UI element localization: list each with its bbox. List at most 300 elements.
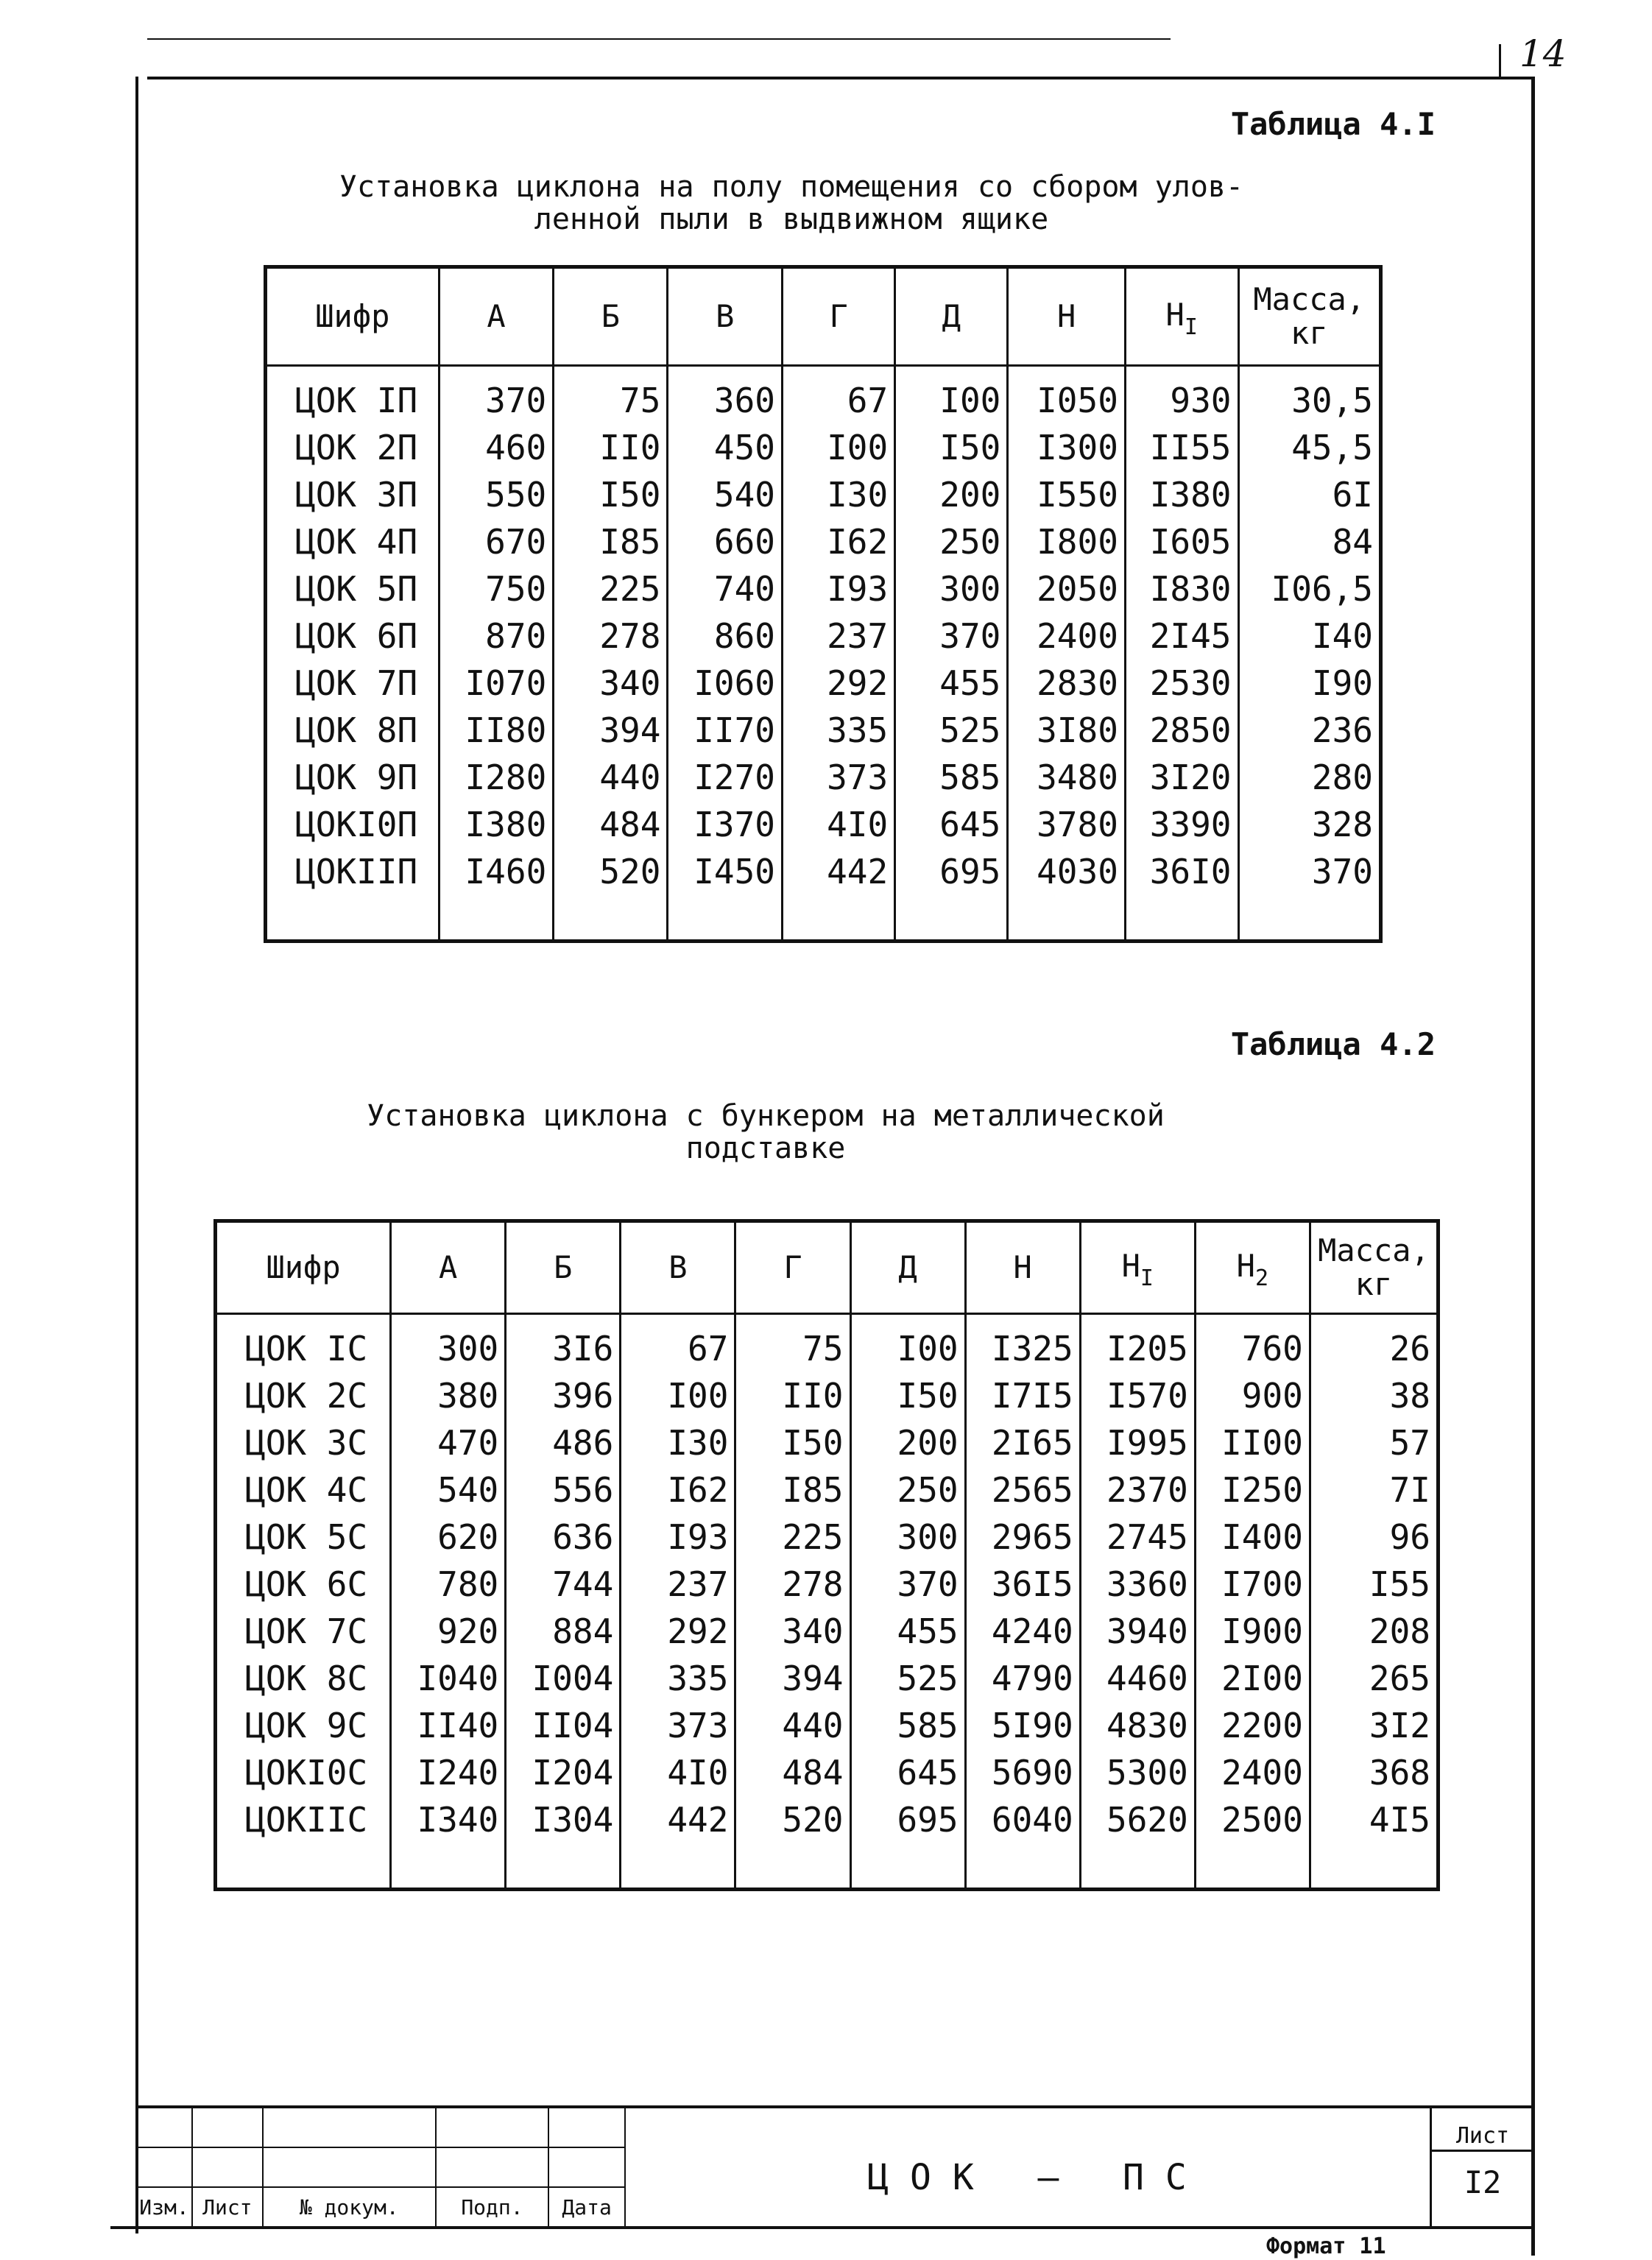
table1-cell-value: I85	[554, 518, 668, 565]
table2-cell-value: 4240	[965, 1608, 1080, 1655]
table1-cell-value: 370	[895, 612, 1008, 660]
table2-header-mass	[1310, 1221, 1438, 1314]
table1-cell-value: 3480	[1008, 754, 1126, 801]
table1-cell-value: I00	[783, 424, 895, 471]
table1-row	[266, 707, 1381, 754]
table2-cell-value: 3I6	[506, 1314, 621, 1373]
table2-spacer-cell	[216, 1843, 391, 1890]
table1-row	[266, 754, 1381, 801]
stamp-cell	[263, 2108, 436, 2147]
table1-title-line2: ленной пыли в выдвижном ящике	[534, 202, 1049, 236]
table2-caption: Таблица 4.2	[1230, 1026, 1436, 1062]
table1-header-mass-unit: кг	[1290, 315, 1328, 351]
table2-spacer-cell	[391, 1843, 506, 1890]
table2-spacer-cell	[965, 1843, 1080, 1890]
table1-cell-value: 750	[439, 565, 554, 612]
table1-cell-value: I30	[783, 471, 895, 518]
table1-cell-value: I40	[1238, 612, 1381, 660]
table1-cell-value: II70	[668, 707, 783, 754]
table2-cell-value: 920	[391, 1608, 506, 1655]
table2-cell-value: 26	[1310, 1314, 1438, 1373]
table1-cell-value: I070	[439, 660, 554, 707]
table2-cell-value: 4460	[1080, 1655, 1195, 1702]
table1-cell-value: 292	[783, 660, 895, 707]
table2-cell-value: 57	[1310, 1419, 1438, 1466]
stamp-grid	[135, 2107, 626, 2228]
stamp-cell	[548, 2147, 625, 2187]
stamp-cell	[136, 2108, 192, 2147]
table1-header-h1-sub: I	[1184, 314, 1198, 340]
table2-cell-value: 7I	[1310, 1466, 1438, 1514]
table2-cell-value: 4790	[965, 1655, 1080, 1702]
table1-header-g: Г	[783, 267, 895, 366]
stamp-label-sheet: Лист	[192, 2187, 263, 2227]
table2-cell-value: 368	[1310, 1749, 1438, 1796]
stamp-sheet-line	[1430, 2150, 1533, 2152]
table2-spacer-cell	[1195, 1843, 1310, 1890]
table2-cell-value: 6040	[965, 1796, 1080, 1843]
table2-cell-value: 525	[850, 1655, 965, 1702]
table1-cell-value: II55	[1125, 424, 1238, 471]
table2-header-a: А	[391, 1221, 506, 1314]
table1-cell-value: 645	[895, 801, 1008, 848]
table2-title-line1: Установка циклона с бункером на металлической	[367, 1099, 1165, 1133]
table1-cell-value: I280	[439, 754, 554, 801]
table2-cell-value: 278	[735, 1561, 850, 1608]
table1-cell-code: ЦОК 7П	[266, 660, 440, 707]
table2-cell-value: 300	[850, 1514, 965, 1561]
table2-header-h1-sub: I	[1140, 1265, 1154, 1291]
table1-cell-code: ЦОК 5П	[266, 565, 440, 612]
table2-cell-value: 396	[506, 1372, 621, 1419]
table2-spacer-cell	[506, 1843, 621, 1890]
table1-cell-code: ЦОКIIП	[266, 848, 440, 895]
table1-cell-value: II0	[554, 424, 668, 471]
table1-cell-value: 660	[668, 518, 783, 565]
stamp-cell	[436, 2108, 548, 2147]
table2-cell-value: 2I00	[1195, 1655, 1310, 1702]
table2-cell-value: 237	[621, 1561, 735, 1608]
table2-cell-value: I040	[391, 1655, 506, 1702]
table2-cell-value: 208	[1310, 1608, 1438, 1655]
table1-spacer-cell	[439, 895, 554, 942]
table1-cell-value: 328	[1238, 801, 1381, 848]
corner-mark: 14	[1519, 32, 1567, 75]
table1-header-v: В	[668, 267, 783, 366]
table1-row	[266, 612, 1381, 660]
table1-cell-value: 460	[439, 424, 554, 471]
table1-cell-value: I50	[554, 471, 668, 518]
left-border-line	[135, 77, 138, 2233]
table2-row	[216, 1514, 1439, 1561]
table1-cell-value: 525	[895, 707, 1008, 754]
table2-cell-value: 3940	[1080, 1608, 1195, 1655]
stamp-doc-code: Ц О К – П С	[867, 2157, 1187, 2198]
table1-title-line1: Установка циклона на полу помещения со сбором улов-	[339, 170, 1244, 204]
table2-cell-value: 455	[850, 1608, 965, 1655]
stamp-bottom-line	[110, 2226, 1534, 2229]
table1-row	[266, 518, 1381, 565]
table2-cell-code: ЦОКI0С	[216, 1749, 391, 1796]
table2-cell-value: I00	[850, 1314, 965, 1373]
table1-row	[266, 471, 1381, 518]
table1-cell-value: 440	[554, 754, 668, 801]
table1-cell-value: 3I80	[1008, 707, 1126, 754]
table1-cell-value: I830	[1125, 565, 1238, 612]
table2-cell-value: 2400	[1195, 1749, 1310, 1796]
table2-cell-value: I50	[735, 1419, 850, 1466]
table2-cell-code: ЦОК 5С	[216, 1514, 391, 1561]
table2-cell-value: 2565	[965, 1466, 1080, 1514]
table1-cell-value: 67	[783, 366, 895, 425]
table2-cell-value: 884	[506, 1608, 621, 1655]
table2-cell-value: I240	[391, 1749, 506, 1796]
table2-cell-value: I304	[506, 1796, 621, 1843]
table1-cell-code: ЦОК 2П	[266, 424, 440, 471]
table2-header-h: Н	[965, 1221, 1080, 1314]
table2-cell-value: 67	[621, 1314, 735, 1373]
stamp-cell	[263, 2147, 436, 2187]
table2	[213, 1219, 1440, 1891]
table2-cell-value: I995	[1080, 1419, 1195, 1466]
table2-cell-value: 486	[506, 1419, 621, 1466]
table2-cell-value: 225	[735, 1514, 850, 1561]
table2-header-h2-main: Н	[1236, 1247, 1255, 1284]
table1-cell-value: I62	[783, 518, 895, 565]
table2-cell-value: I93	[621, 1514, 735, 1561]
table1-cell-value: 520	[554, 848, 668, 895]
table2-cell-value: I30	[621, 1419, 735, 1466]
table1-header-h1	[1125, 267, 1238, 366]
table2-cell-value: 4I5	[1310, 1796, 1438, 1843]
table2-cell-value: 695	[850, 1796, 965, 1843]
table2-cell-value: I50	[850, 1372, 965, 1419]
table2-cell-value: I205	[1080, 1314, 1195, 1373]
table2-row	[216, 1796, 1439, 1843]
table1-cell-value: 360	[668, 366, 783, 425]
table2-cell-value: I204	[506, 1749, 621, 1796]
table2-header-mass-label: Масса,	[1318, 1232, 1430, 1268]
table2-cell-value: 38	[1310, 1372, 1438, 1419]
table2-cell-value: 340	[735, 1608, 850, 1655]
table1-cell-value: 2830	[1008, 660, 1126, 707]
table1-cell-value: 2850	[1125, 707, 1238, 754]
table1-cell-value: 45,5	[1238, 424, 1381, 471]
table2-cell-code: ЦОК 8С	[216, 1655, 391, 1702]
table1-cell-value: 540	[668, 471, 783, 518]
table1-cell-value: 870	[439, 612, 554, 660]
table2-cell-value: 744	[506, 1561, 621, 1608]
table2-cell-value: 36I5	[965, 1561, 1080, 1608]
table2-cell-value: II0	[735, 1372, 850, 1419]
right-border-line	[1531, 77, 1535, 2256]
table2-row	[216, 1466, 1439, 1514]
table1-header-mass	[1238, 267, 1381, 366]
table2-cell-value: 96	[1310, 1514, 1438, 1561]
table2-cell-value: 442	[621, 1796, 735, 1843]
stamp-label-revision: Изм.	[136, 2187, 192, 2227]
table2-cell-value: I7I5	[965, 1372, 1080, 1419]
table2-cell-value: 250	[850, 1466, 965, 1514]
table1-cell-value: I050	[1008, 366, 1126, 425]
table1-header-b: Б	[554, 267, 668, 366]
table2-row	[216, 1314, 1439, 1373]
table1-spacer-cell	[554, 895, 668, 942]
table2-cell-value: 394	[735, 1655, 850, 1702]
table1-cell-value: 2400	[1008, 612, 1126, 660]
table1-spacer-cell	[1125, 895, 1238, 942]
table1-cell-code: ЦОК 8П	[266, 707, 440, 754]
table1-cell-value: 340	[554, 660, 668, 707]
table1-cell-value: 4I0	[783, 801, 895, 848]
stamp-cell	[548, 2108, 625, 2147]
table1-cell-value: 394	[554, 707, 668, 754]
table1-header-h: Н	[1008, 267, 1126, 366]
table2-cell-code: ЦОК 6С	[216, 1561, 391, 1608]
format-label: Формат 11	[1266, 2233, 1386, 2259]
table1-cell-code: ЦОКI0П	[266, 801, 440, 848]
table2-spacer-row	[216, 1843, 1439, 1890]
table1-cell-value: 278	[554, 612, 668, 660]
table2-spacer-cell	[735, 1843, 850, 1890]
table2-spacer-cell	[1310, 1843, 1438, 1890]
table1-cell-value: 670	[439, 518, 554, 565]
table2-cell-value: 300	[391, 1314, 506, 1373]
table1-row	[266, 366, 1381, 425]
table1-row	[266, 565, 1381, 612]
table2-cell-value: 380	[391, 1372, 506, 1419]
table2-cell-value: 645	[850, 1749, 965, 1796]
table2-cell-code: ЦОК 7С	[216, 1608, 391, 1655]
table1-header-d: Д	[895, 267, 1008, 366]
table1-cell-value: 3I20	[1125, 754, 1238, 801]
table1-cell-value: I460	[439, 848, 554, 895]
table2-header-code: Шифр	[216, 1221, 391, 1314]
table1-row	[266, 424, 1381, 471]
table2-cell-value: II04	[506, 1702, 621, 1749]
table1-cell-value: I93	[783, 565, 895, 612]
table2-title-line2: подставке	[685, 1131, 846, 1165]
table1-spacer-cell	[668, 895, 783, 942]
table1-cell-value: 930	[1125, 366, 1238, 425]
table2-cell-value: 2965	[965, 1514, 1080, 1561]
table1-cell-value: 84	[1238, 518, 1381, 565]
table1-cell-value: 585	[895, 754, 1008, 801]
table1-cell-value: I380	[1125, 471, 1238, 518]
table2-row	[216, 1655, 1439, 1702]
table1-cell-value: 237	[783, 612, 895, 660]
table1-header-h1-main: Н	[1165, 296, 1185, 333]
table2-cell-value: 5I90	[965, 1702, 1080, 1749]
table1-cell-value: 36I0	[1125, 848, 1238, 895]
table2-header-h2	[1195, 1221, 1310, 1314]
table2-cell-value: 556	[506, 1466, 621, 1514]
table2-header-h2-sub: 2	[1254, 1265, 1269, 1291]
table2-cell-value: I400	[1195, 1514, 1310, 1561]
table1-cell-value: 30,5	[1238, 366, 1381, 425]
table1-cell-value: 442	[783, 848, 895, 895]
table1-cell-value: 860	[668, 612, 783, 660]
table2-cell-value: 520	[735, 1796, 850, 1843]
table2-header-mass-unit: кг	[1355, 1266, 1393, 1302]
table1-spacer-cell	[266, 895, 440, 942]
table1-cell-value: I605	[1125, 518, 1238, 565]
table1-caption: Таблица 4.I	[1230, 106, 1436, 142]
table2-cell-value: 540	[391, 1466, 506, 1514]
table2-cell-value: 370	[850, 1561, 965, 1608]
table1-cell-value: 484	[554, 801, 668, 848]
table2-cell-value: 760	[1195, 1314, 1310, 1373]
table1-spacer-row	[266, 895, 1381, 942]
table1-cell-value: 300	[895, 565, 1008, 612]
table1-cell-code: ЦОК 3П	[266, 471, 440, 518]
table1-spacer-cell	[1238, 895, 1381, 942]
table1-spacer-cell	[783, 895, 895, 942]
stamp-label-date: Дата	[548, 2187, 625, 2227]
table1-spacer-cell	[895, 895, 1008, 942]
table2-cell-value: II00	[1195, 1419, 1310, 1466]
table1-row	[266, 801, 1381, 848]
stamp-cell	[192, 2108, 263, 2147]
table2-cell-value: I00	[621, 1372, 735, 1419]
table1-cell-value: 3780	[1008, 801, 1126, 848]
table1-cell-value: 3390	[1125, 801, 1238, 848]
table2-cell-value: 265	[1310, 1655, 1438, 1702]
table2-cell-value: 292	[621, 1608, 735, 1655]
table2-cell-value: II40	[391, 1702, 506, 1749]
table1-cell-value: 75	[554, 366, 668, 425]
table2-cell-value: 5620	[1080, 1796, 1195, 1843]
table2-cell-value: I570	[1080, 1372, 1195, 1419]
table1-cell-value: I06,5	[1238, 565, 1381, 612]
top-border-line-thin	[147, 38, 1171, 40]
stamp-cell	[136, 2147, 192, 2187]
top-border-line	[147, 77, 1531, 80]
table2-cell-value: 373	[621, 1702, 735, 1749]
table2-cell-value: I55	[1310, 1561, 1438, 1608]
stamp-cell	[192, 2147, 263, 2187]
table2-header-h1	[1080, 1221, 1195, 1314]
table2-row	[216, 1372, 1439, 1419]
table1-cell-value: 2530	[1125, 660, 1238, 707]
table2-cell-value: 4830	[1080, 1702, 1195, 1749]
table1-cell-value: 4030	[1008, 848, 1126, 895]
table1-cell-value: 250	[895, 518, 1008, 565]
table2-cell-value: 75	[735, 1314, 850, 1373]
table2-cell-code: ЦОК 4С	[216, 1466, 391, 1514]
table2-row	[216, 1702, 1439, 1749]
table2-cell-value: I250	[1195, 1466, 1310, 1514]
table1-cell-value: I800	[1008, 518, 1126, 565]
table2-cell-code: ЦОК 9С	[216, 1702, 391, 1749]
table2-cell-code: ЦОК IС	[216, 1314, 391, 1373]
table1	[264, 265, 1383, 943]
table2-row	[216, 1419, 1439, 1466]
table2-header-v: В	[621, 1221, 735, 1314]
table1-cell-value: 2050	[1008, 565, 1126, 612]
table2-cell-value: I700	[1195, 1561, 1310, 1608]
table2-cell-value: I004	[506, 1655, 621, 1702]
table2-row	[216, 1749, 1439, 1796]
table1-cell-value: 370	[1238, 848, 1381, 895]
table2-cell-value: 585	[850, 1702, 965, 1749]
table1-cell-value: I550	[1008, 471, 1126, 518]
stamp-cell	[436, 2147, 548, 2187]
table2-header-h1-main: Н	[1121, 1247, 1140, 1284]
table1-cell-value: 740	[668, 565, 783, 612]
table1-cell-value: I300	[1008, 424, 1126, 471]
table2-cell-value: 2745	[1080, 1514, 1195, 1561]
stamp-label-doc-number: № докум.	[263, 2187, 436, 2227]
table1-cell-code: ЦОК 6П	[266, 612, 440, 660]
table1-cell-value: 2I45	[1125, 612, 1238, 660]
table2-spacer-cell	[850, 1843, 965, 1890]
table2-cell-value: 4I0	[621, 1749, 735, 1796]
table1-row	[266, 848, 1381, 895]
table1-cell-code: ЦОК 9П	[266, 754, 440, 801]
table1-cell-value: 455	[895, 660, 1008, 707]
table2-cell-value: I340	[391, 1796, 506, 1843]
table2-cell-value: I900	[1195, 1608, 1310, 1655]
table1-cell-code: ЦОК IП	[266, 366, 440, 425]
table2-cell-value: I85	[735, 1466, 850, 1514]
table1-cell-value: 6I	[1238, 471, 1381, 518]
table2-cell-value: 2370	[1080, 1466, 1195, 1514]
table2-cell-value: I62	[621, 1466, 735, 1514]
table1-row	[266, 660, 1381, 707]
table2-spacer-cell	[621, 1843, 735, 1890]
table2-cell-value: 484	[735, 1749, 850, 1796]
stamp-sheet-number: I2	[1464, 2164, 1502, 2200]
table2-spacer-cell	[1080, 1843, 1195, 1890]
table1-cell-value: 373	[783, 754, 895, 801]
stamp-sheet-divider	[1430, 2107, 1432, 2226]
table2-cell-value: 5300	[1080, 1749, 1195, 1796]
stamp-sheet-label: Лист	[1455, 2123, 1510, 2149]
table1-cell-value: 335	[783, 707, 895, 754]
table2-cell-value: 2500	[1195, 1796, 1310, 1843]
table1-header-a: А	[439, 267, 554, 366]
table1-cell-value: 225	[554, 565, 668, 612]
table1-cell-value: 200	[895, 471, 1008, 518]
stamp-label-signature: Подп.	[436, 2187, 548, 2227]
table2-cell-value: 2I65	[965, 1419, 1080, 1466]
table2-cell-value: 2200	[1195, 1702, 1310, 1749]
table1-cell-value: I370	[668, 801, 783, 848]
table2-cell-value: 335	[621, 1655, 735, 1702]
corner-mark-tick	[1499, 44, 1501, 78]
table2-cell-value: 900	[1195, 1372, 1310, 1419]
table2-cell-code: ЦОК 3С	[216, 1419, 391, 1466]
table2-cell-value: 440	[735, 1702, 850, 1749]
table2-row	[216, 1561, 1439, 1608]
table1-cell-value: II80	[439, 707, 554, 754]
table1-header-mass-label: Масса,	[1253, 281, 1366, 317]
table2-cell-value: I325	[965, 1314, 1080, 1373]
table1-cell-value: I380	[439, 801, 554, 848]
table1-cell-value: 236	[1238, 707, 1381, 754]
table1-cell-value: 450	[668, 424, 783, 471]
table1-cell-value: I450	[668, 848, 783, 895]
table1-cell-value: I00	[895, 366, 1008, 425]
table2-cell-value: 200	[850, 1419, 965, 1466]
table1-cell-value: I50	[895, 424, 1008, 471]
table2-row	[216, 1608, 1439, 1655]
table2-cell-code: ЦОКIIС	[216, 1796, 391, 1843]
table2-cell-value: 470	[391, 1419, 506, 1466]
table2-header-g: Г	[735, 1221, 850, 1314]
table2-cell-value: 5690	[965, 1749, 1080, 1796]
